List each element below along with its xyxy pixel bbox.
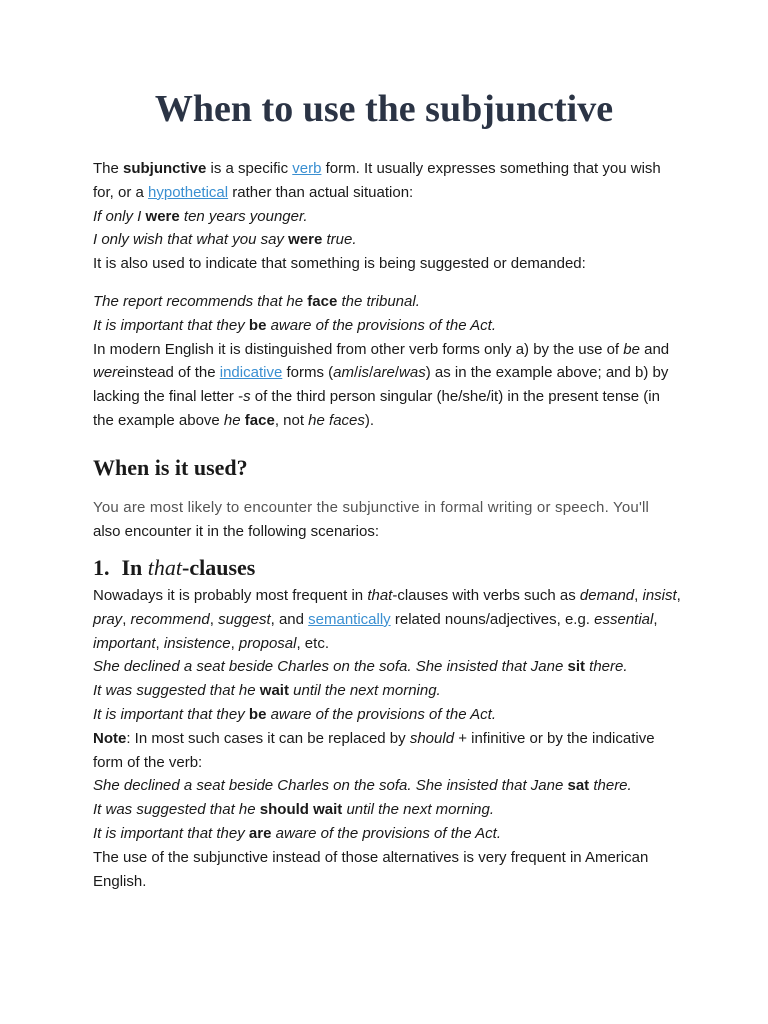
indicative-link[interactable]: indicative [219,364,283,382]
text: It is important that they [93,316,249,334]
text: Nowadays it is probably most frequent in [93,587,368,604]
example-sentence [93,822,683,846]
text: rather than actual situation: [228,183,414,201]
text: that [367,587,393,604]
text: -clauses [182,555,256,580]
text: am [333,364,354,382]
text: She declined a seat beside Charles on the sofa. She insisted that Jane [93,658,568,676]
text: until the next morning. [342,801,495,819]
text: , [676,587,681,604]
text: The [93,160,124,177]
bold-verb: sit [567,658,585,676]
text: essential [594,610,654,628]
text: suggest [218,610,271,628]
lead-line-2: also encounter it in the following scenarios: [93,522,379,540]
text: , [209,610,219,628]
text: aware of the provisions of the Act. [266,705,496,723]
text: -clauses with verbs such as [392,587,580,604]
text: In modern English it is distinguished from other verb forms only a) by the use of [93,340,624,358]
note-label: Note [93,729,127,747]
text: related nouns/adjectives, e.g. [390,610,595,628]
intro-paragraph [93,157,683,205]
bold-verb: face [307,293,338,310]
text: / [353,364,359,382]
text: : In most such cases it can be replaced by [126,729,410,747]
text: The report recommends that he [93,293,308,310]
example-sentence [93,679,683,703]
text: he [223,411,245,429]
text: aware of the provisions of the Act. [271,824,502,842]
semantically-link[interactable]: semantically [308,610,391,628]
bold-term: subjunctive [123,160,207,177]
intro-block [93,157,683,276]
bold-verb: should wait [259,801,343,819]
text: there. [589,777,632,795]
intro-block-2 [93,290,683,433]
text: forms ( [282,364,334,382]
example-sentence [93,205,683,229]
text: should [409,729,455,747]
text: , and [270,610,309,628]
text: I only wish that what you say [93,231,289,249]
text: instead of the [125,364,220,382]
intro-paragraph-2: It is also used to indicate that something is being suggested or demanded: [93,255,586,273]
text: , [634,587,643,604]
text: of the third person singular (he/she/it) in the present tense (in the example above [93,388,660,429]
text: / [394,364,400,382]
text: ten years younger. [179,207,308,225]
note-paragraph [93,727,683,775]
text: is a specific [206,160,293,177]
text: are [373,364,395,382]
example-sentence [93,228,683,252]
that-clauses-block [93,584,683,893]
text: , [155,634,164,652]
text: If only I [93,207,146,225]
text: It was suggested that he [93,801,260,819]
text: and [639,340,670,358]
page-title: When to use the subjunctive [154,88,614,130]
bold-verb: wait [259,682,289,700]
bold-verb: face [244,411,275,429]
verb-link[interactable]: verb [292,160,322,177]
intro-paragraph-3 [93,338,683,433]
text: proposal [238,634,297,652]
text: pray [93,610,123,628]
example-sentence [93,703,683,727]
text: were [93,364,126,382]
text: It is important that they [93,824,249,842]
section-number: 1. [93,555,110,580]
text: , [653,610,658,628]
bold-verb: are [248,824,272,842]
text: form. It usually expresses something that you wish for, or a [93,160,661,201]
bold-verb: be [248,705,267,723]
text: ) as in the example above; and b) by lacking the final letter - [93,364,669,406]
text: + infinitive or by the indicative form of the verb: [93,729,655,771]
hypothetical-link[interactable]: hypothetical [148,183,229,201]
text: s [243,388,251,406]
text: It is important that they [93,705,249,723]
text: demand [579,587,635,604]
example-sentence [93,655,683,679]
text: recommend [130,610,210,628]
text: the tribunal. [337,293,420,310]
text: aware of the provisions of the Act. [266,316,496,334]
text: , [230,634,239,652]
bold-verb: were [145,207,180,225]
example-sentence [93,774,683,798]
text: , [122,610,131,628]
text: ). [364,411,375,429]
example-sentence [93,798,683,822]
text: insistence [163,634,231,652]
text: until the next morning. [288,682,441,700]
text: She declined a seat beside Charles on the sofa. She insisted that Jane [93,777,568,795]
text: It was suggested that he [93,682,260,700]
section-heading-when-used: When is it used? [93,455,248,480]
text: / [369,364,374,382]
text: was [399,364,426,382]
bold-verb: were [288,231,323,249]
text: that [147,555,183,580]
closing-paragraph: The use of the subjunctive instead of those alternatives is very frequent in American English. [93,848,649,890]
text: there. [585,658,628,676]
text: important [93,634,156,652]
text: true. [322,231,357,249]
section-lead [93,496,683,544]
text: In [121,555,148,580]
text: , not [274,411,309,429]
that-clauses-paragraph [93,584,683,655]
text: be [623,340,640,358]
section-heading-that-clauses [93,554,255,582]
lead-line-1: You are most likely to encounter the subjunctive in formal writing or speech. You'll [93,499,650,516]
text: , etc. [296,634,329,652]
bold-verb: be [248,316,267,334]
bold-verb: sat [567,777,590,795]
example-sentence [93,314,683,338]
text: insist [642,587,677,604]
text: he faces [308,411,365,429]
text: is [358,364,369,382]
example-sentence [93,290,683,314]
